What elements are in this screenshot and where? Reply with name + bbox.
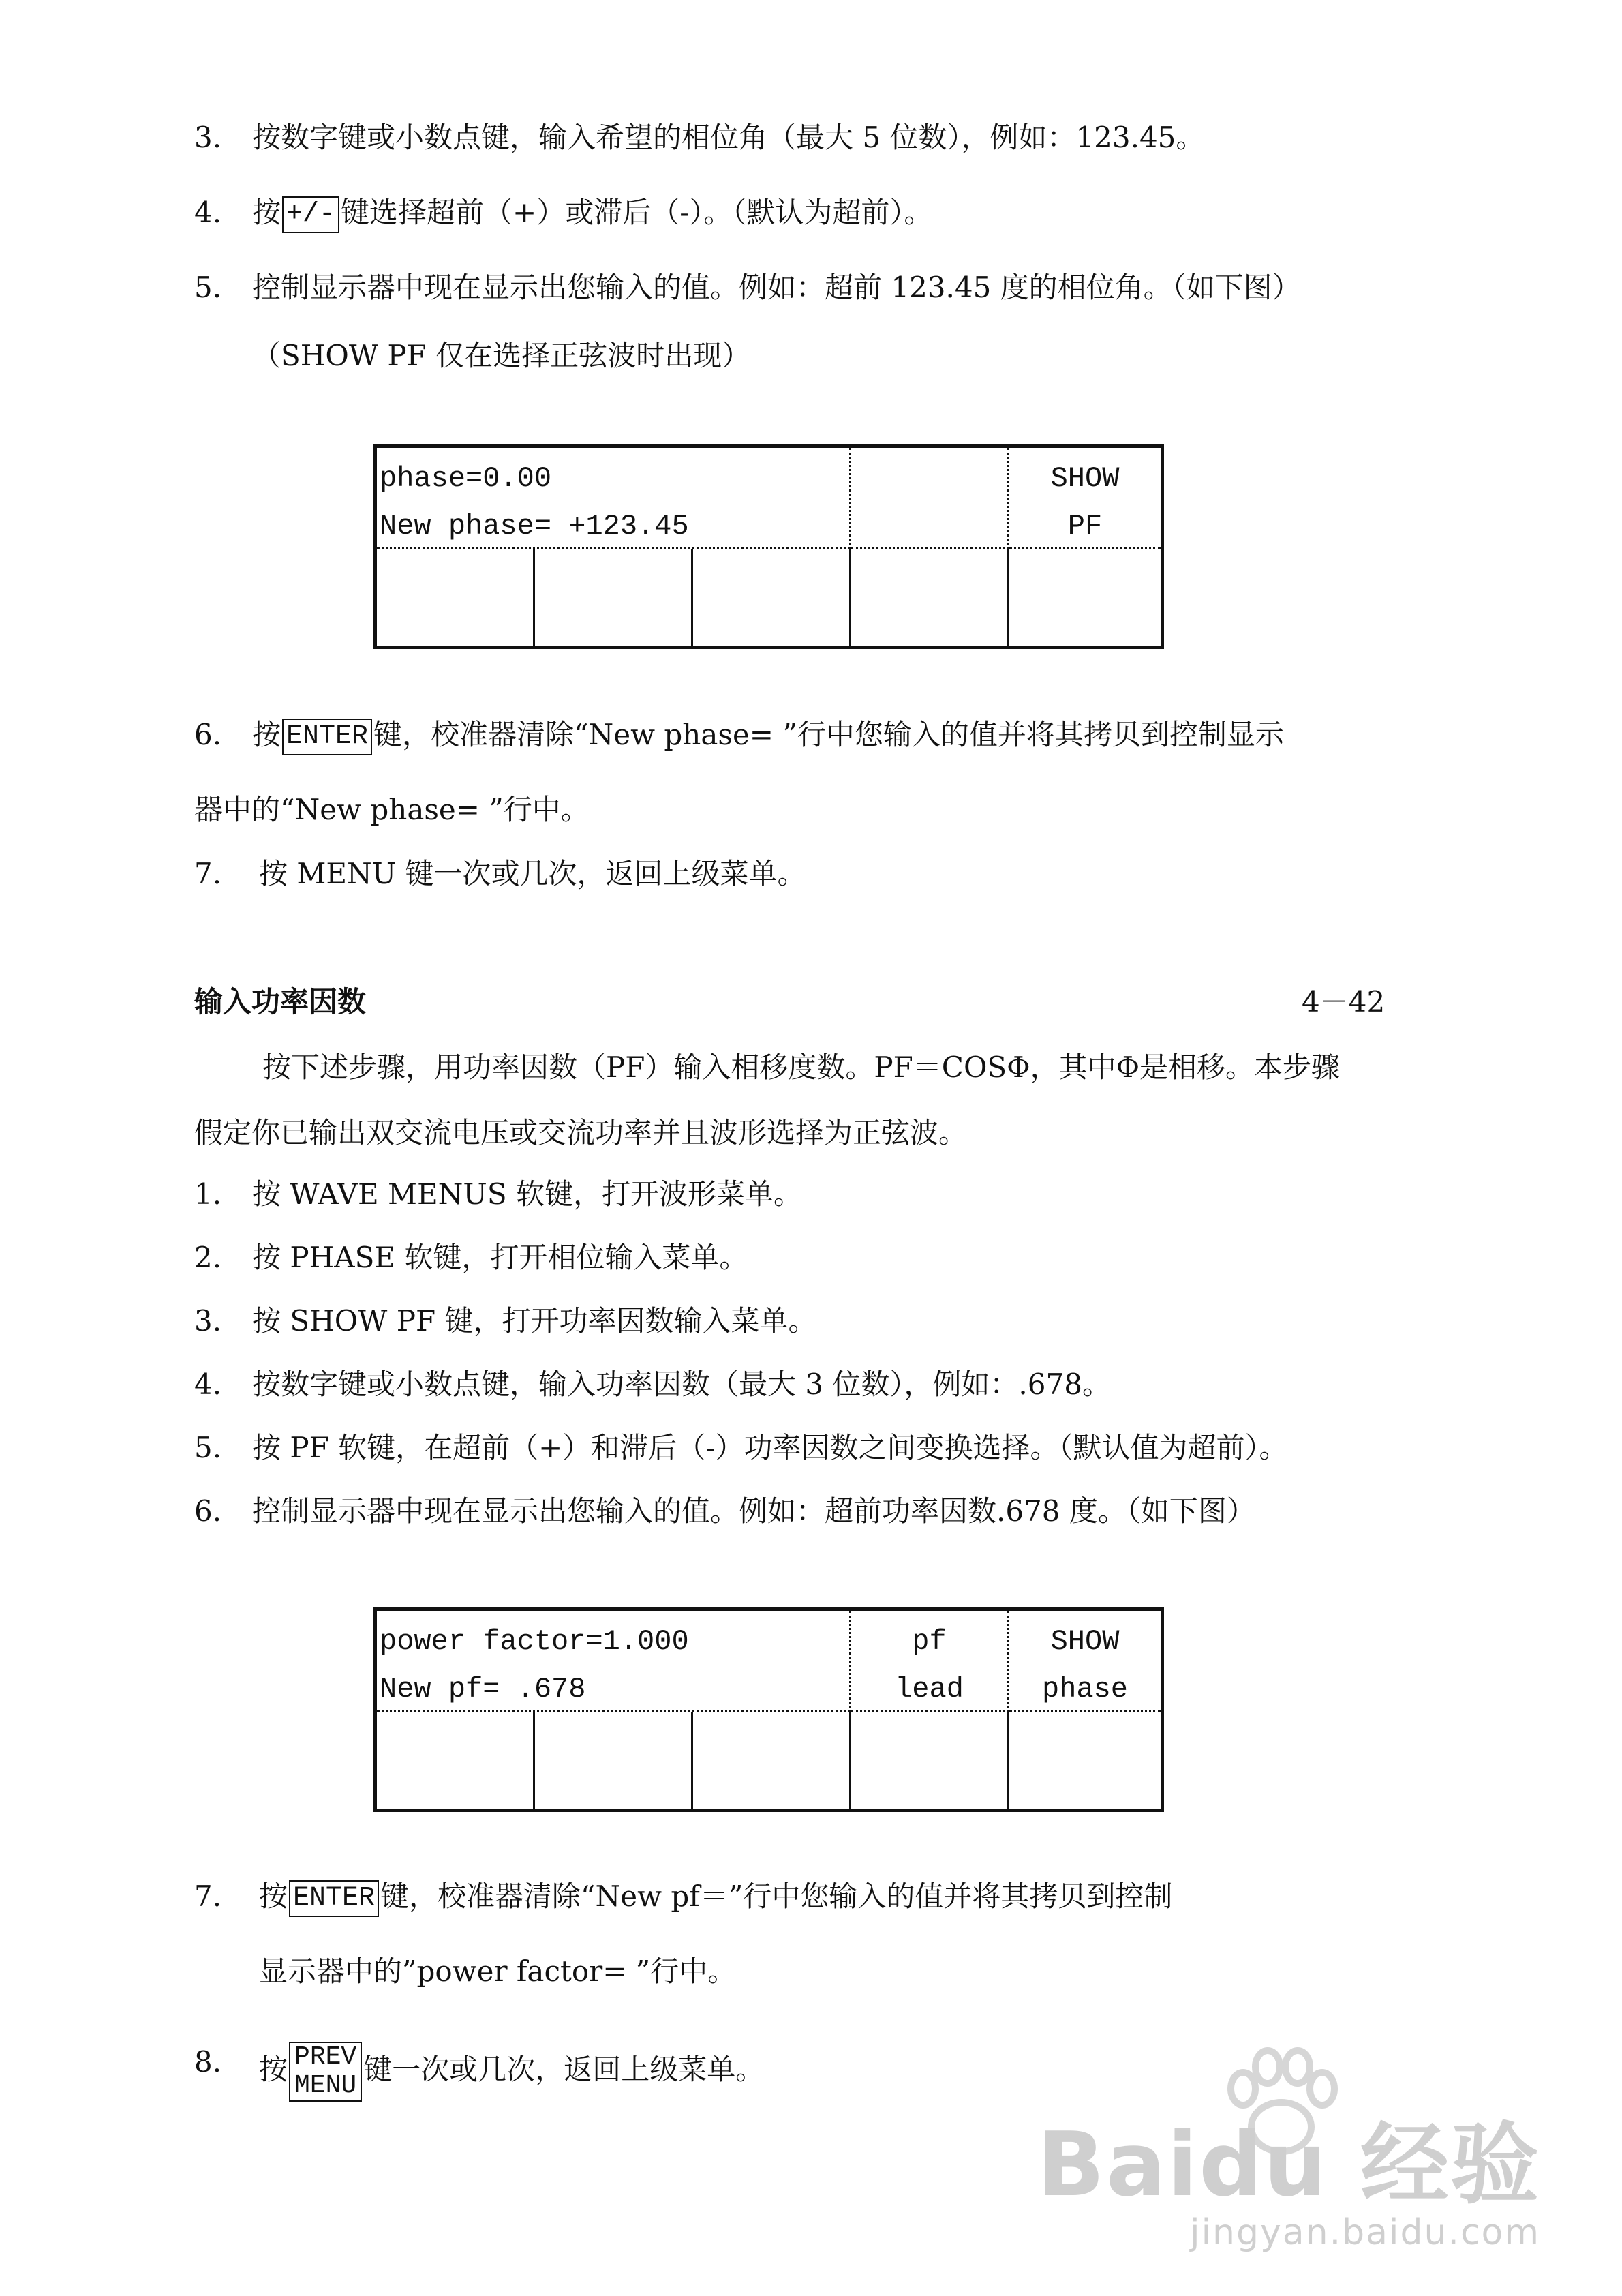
phase-display xyxy=(373,444,1164,649)
pf-softkey-1 xyxy=(377,1712,535,1809)
intro-line-2: 假定你已输出双交流电压或交流功率并且波形选择为正弦波。 xyxy=(194,1116,968,1149)
pf-softkey-4 xyxy=(851,1712,1009,1809)
page-ref: 4－42 xyxy=(1302,985,1386,1018)
pf-show-phase-label: SHOW phase xyxy=(1009,1611,1161,1712)
intro-line-1: 按下述步骤，用功率因数（PF）输入相移度数。PF＝COSΦ，其中Φ是相移。本步骤 xyxy=(262,1051,1341,1084)
enter-key-pf: ENTER xyxy=(289,1880,379,1917)
pf-softkey-3 xyxy=(693,1712,851,1809)
phase-show-pf-label: SHOW PF xyxy=(1009,448,1161,549)
pf-current-line: power factor=1.000 xyxy=(380,1625,689,1658)
phase-softkey-1 xyxy=(377,549,535,646)
phase-step-6-cont: 器中的“New phase= ”行中。 xyxy=(194,793,590,826)
prev-menu-key: PREV MENU xyxy=(289,2042,362,2102)
phase-display-text xyxy=(377,448,851,549)
phase-softkey-3 xyxy=(693,549,851,646)
phase-current-line: phase=0.00 xyxy=(380,462,552,495)
phase-softkey-label-4 xyxy=(851,448,1009,549)
pf-display-text xyxy=(377,1611,851,1712)
baidu-watermark: Baidu 经验 jingyan.baidu.com xyxy=(1037,2113,1540,2253)
pf-step-7-cont: 显示器中的”power factor= ”行中。 xyxy=(259,1954,737,1988)
phase-softkey-2 xyxy=(535,549,693,646)
section-title: 输入功率因数 xyxy=(194,985,367,1018)
plus-minus-key: +/- xyxy=(282,196,339,233)
enter-key: ENTER xyxy=(282,719,372,755)
pf-lead-label: pf lead xyxy=(851,1611,1009,1712)
pf-softkey-2 xyxy=(535,1712,693,1809)
phase-softkey-4 xyxy=(851,549,1009,646)
phase-new-line: New phase= +123.45 xyxy=(380,510,689,543)
pf-new-line: New pf= .678 xyxy=(380,1673,586,1706)
pf-display xyxy=(373,1607,1164,1812)
